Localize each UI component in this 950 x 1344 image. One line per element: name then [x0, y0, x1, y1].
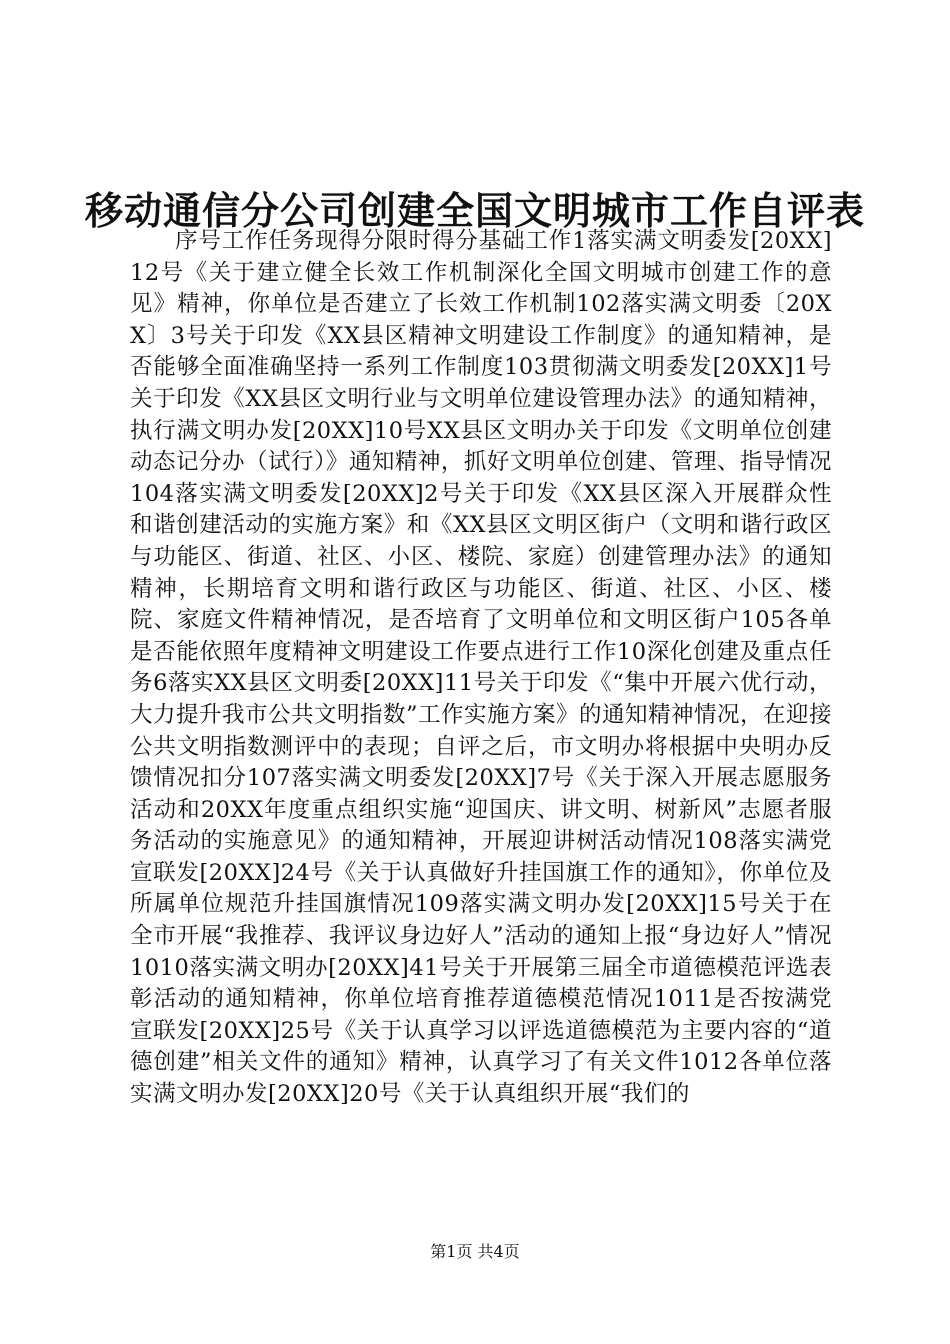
page-number: 第1页 共4页: [430, 1242, 520, 1261]
document-title: 移动通信分公司创建全国文明城市工作自评表: [84, 188, 865, 233]
document-body: 序号工作任务现得分限时得分基础工作1落实满文明委发[20XX]12号《关于建立健全长效工作机制深化全国文明城市创建工作的意见》精神，你单位是否建立了长效工作机制102落实满文明委〔20XX〕3号关于印发《XX县区精神文明建设工作制度》的通知精神，是否能够全面准确坚持一系列工作制度103贯彻满文明委发[20XX]1号关于印发《XX县区文明行业与文明单位建设管理办法》的通知精神，执行满文明办发[20XX]10号XX县区文明办关于印发《文明单位创建动态记分办（试行）》通知精神，抓好文明单位创建、管理、指导情况104落实满文明委发[20XX]2号关于印发《XX县区深入开展群众性和谐创建活动的实施方案》和《XX县区文明区街户（文明和谐行政区与功能区、街道、社区、小区、楼院、家庭）创建管理办法》的通知精神，长期培育文明和谐行政区与功能区、街道、社区、小区、楼院、家庭文件精神情况，是否培育了文明单位和文明区街户105各单是否能依照年度精神文明建设工作要点进行工作10深化创建及重点任务6落实XX县区文明委[20XX]11号关于印发《“集中开展六优行动，大力提升我市公共文明指数”工作实施方案》的通知精神情况，在迎接公共文明指数测评中的表现；自评之后，市文明办将根据中央明办反馈情况扣分107落实满文明委发[20XX]7号《关于深入开展志愿服务活动和20XX年度重点组织实施“迎国庆、讲文明、树新风”志愿者服务活动的实施意见》的通知精神，开展迎讲树活动情况108落实满党宣联发[20XX]24号《关于认真做好升挂国旗工作的通知》，你单位及所属单位规范升挂国旗情况109落实满文明办发[20XX]15号关于在全市开展“我推荐、我评议身边好人”活动的通知上报“身边好人”情况1010落实满文明办[20XX]41号关于开展第三届全市道德模范评选表彰活动的通知精神，你单位培育推荐道德模范情况1011是否按满党宣联发[20XX]25号《关于认真学习以评选道德模范为主要内容的“道德创建”相关文件的通知》精神，认真学习了有关文件1012各单位落实满文明办发[20XX]20号《关于认真组织开展“我们的: [130, 228, 833, 1108]
